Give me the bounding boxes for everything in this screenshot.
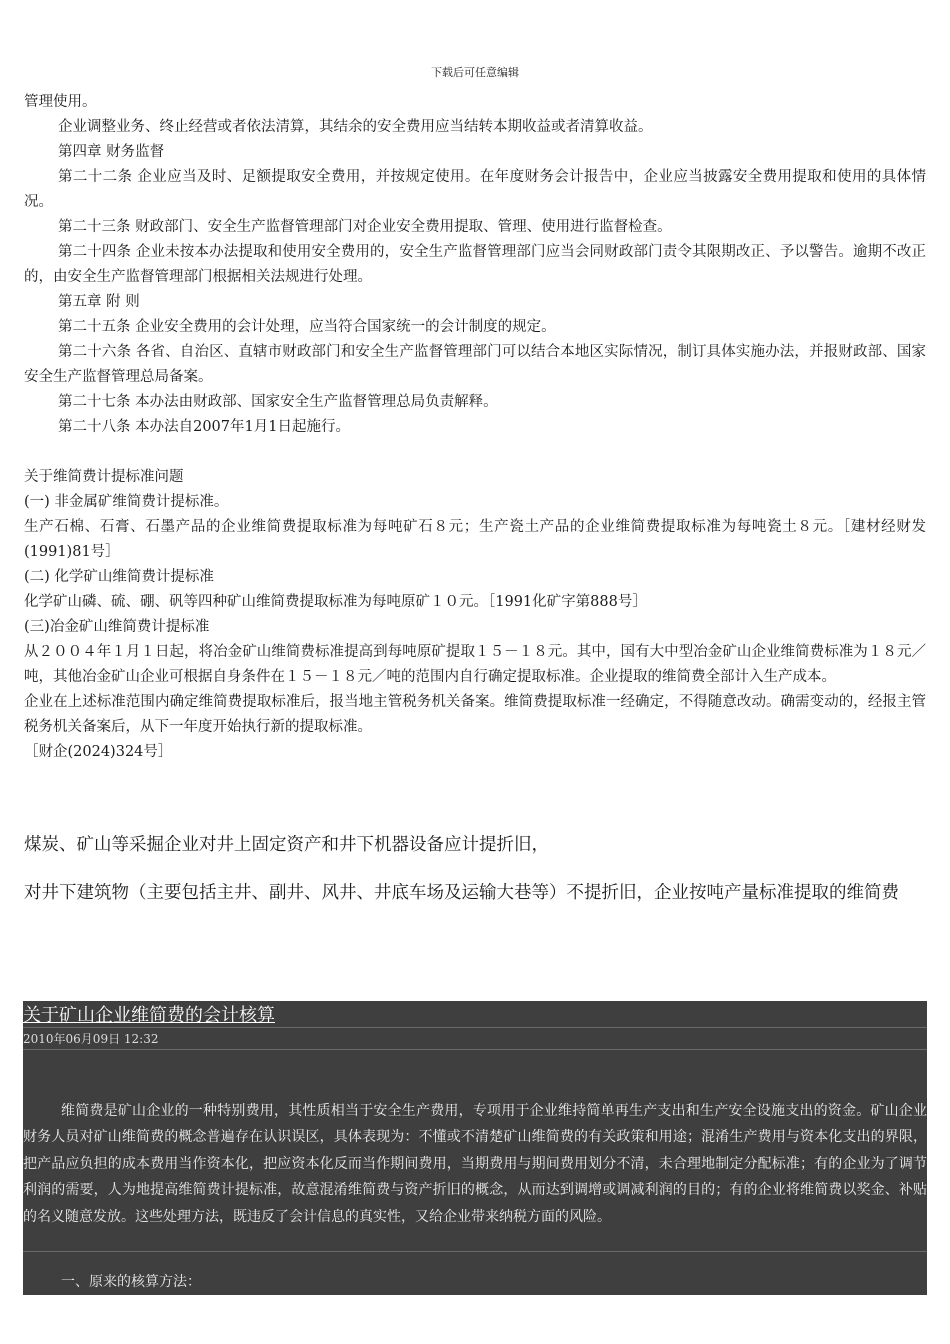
article-date: 2010年06月09日 12:32 bbox=[23, 1032, 159, 1046]
blank-line bbox=[24, 440, 926, 465]
large-paragraph: 对井下建筑物（主要包括主井、副井、风井、井底车场及运输大巷等）不提折旧，企业按吨产量标准提取的维简费 bbox=[24, 883, 899, 903]
article-panel bbox=[23, 1001, 927, 1295]
divider bbox=[23, 1251, 927, 1252]
divider bbox=[23, 1027, 927, 1028]
chapter-heading: 第四章 财务监督 bbox=[58, 144, 165, 160]
article-24: 第二十四条 企业未按本办法提取和使用安全费用的，安全生产监督管理部门应当会同财政部门责令其限期改正、予以警告。逾期不改正的，由安全生产监督管理部门根据相关法规进行处理。 bbox=[24, 244, 926, 285]
article-23: 第二十三条 财政部门、安全生产监督管理部门对企业安全费用提取、管理、使用进行监督检查。 bbox=[58, 219, 672, 235]
subsection-heading: (三)冶金矿山维简费计提标准 bbox=[24, 619, 210, 635]
large-paragraph: 煤炭、矿山等采掘企业对井上固定资产和井下机器设备应计提折旧， bbox=[24, 835, 549, 855]
article-subheading: 一、原来的核算方法： bbox=[61, 1274, 201, 1290]
article-title-link[interactable]: 关于矿山企业维简费的会计核算 bbox=[23, 1005, 275, 1026]
paragraph: 生产石棉、石膏、石墨产品的企业维简费提取标准为每吨矿石８元；生产瓷土产品的企业维简费提取标准为每吨瓷土８元。［建材经财发(1991)81号］ bbox=[24, 519, 926, 560]
reference-note: ［财企(2024)324号］ bbox=[24, 744, 173, 760]
subsection-heading: (二) 化学矿山维简费计提标准 bbox=[24, 569, 214, 585]
article-22: 第二十二条 企业应当及时、足额提取安全费用，并按规定使用。在年度财务会计报告中，企业应当披露安全费用提取和使用的具体情况。 bbox=[24, 169, 926, 210]
chapter-heading: 第五章 附 则 bbox=[58, 294, 140, 310]
article-26: 第二十六条 各省、自治区、直辖市财政部门和安全生产监督管理部门可以结合本地区实际情况，制订具体实施办法，并报财政部、国家安全生产监督管理总局备案。 bbox=[24, 344, 926, 385]
paragraph-clause: 企业调整业务、终止经营或者依法清算，其结余的安全费用应当结转本期收益或者清算收益。 bbox=[58, 119, 653, 135]
article-body: 维简费是矿山企业的一种特别费用，其性质相当于安全生产费用，专项用于企业维持简单再生产支出和生产安全设施支出的资金。矿山企业财务人员对矿山维简费的概念普遍存在认识误区，具体表现为：不懂或不清楚矿山维简费的有关政策和用途；混淆生产费用与资本化支出的界限，把产品应负担的成本费用当作资本化，把应资本化反而当作期间费用，当期费用与期间费用划分不清，未合理地制定分配标准；有的企业为了调节利润的需要，人为地提高维简费计提标准，故意混淆维简费与资产折旧的概念，从而达到调增或调减利润的目的；有的企业将维简费以奖金、补贴的名义随意发放。这些处理方法，既违反了会计信息的真实性，又给企业带来纳税方面的风险。 bbox=[23, 1103, 927, 1225]
page-header-note: 下载后可任意编辑 bbox=[431, 66, 519, 79]
paragraph: 从２００４年１月１日起，将冶金矿山维简费标准提高到每吨原矿提取１５－１８元。其中，国有大中型冶金矿山企业维简费标准为１８元／吨，其他冶金矿山企业可根据自身条件在１５－１８元／吨的范围内自行确定提取标准。企业提取的维简费全部计入生产成本。 bbox=[24, 644, 926, 685]
article-28: 第二十八条 本办法自2007年1月1日起施行。 bbox=[58, 419, 350, 435]
article-27: 第二十七条 本办法由财政部、国家安全生产监督管理总局负责解释。 bbox=[58, 394, 498, 410]
divider bbox=[23, 1049, 927, 1050]
paragraph: 企业在上述标准范围内确定维简费提取标准后，报当地主管税务机关备案。维简费提取标准一经确定，不得随意改动。确需变动的，经报主管税务机关备案后，从下一年度开始执行新的提取标准。 bbox=[24, 694, 926, 735]
subsection-heading: (一) 非金属矿维简费计提标准。 bbox=[24, 494, 229, 510]
paragraph: 化学矿山磷、硫、硼、矾等四种矿山维简费提取标准为每吨原矿１０元。［1991化矿字第888号］ bbox=[24, 594, 647, 610]
article-25: 第二十五条 企业安全费用的会计处理，应当符合国家统一的会计制度的规定。 bbox=[58, 319, 556, 335]
document-body bbox=[24, 90, 926, 765]
section-heading: 关于维简费计提标准问题 bbox=[24, 469, 184, 485]
paragraph-continuation: 管理使用。 bbox=[24, 94, 97, 110]
